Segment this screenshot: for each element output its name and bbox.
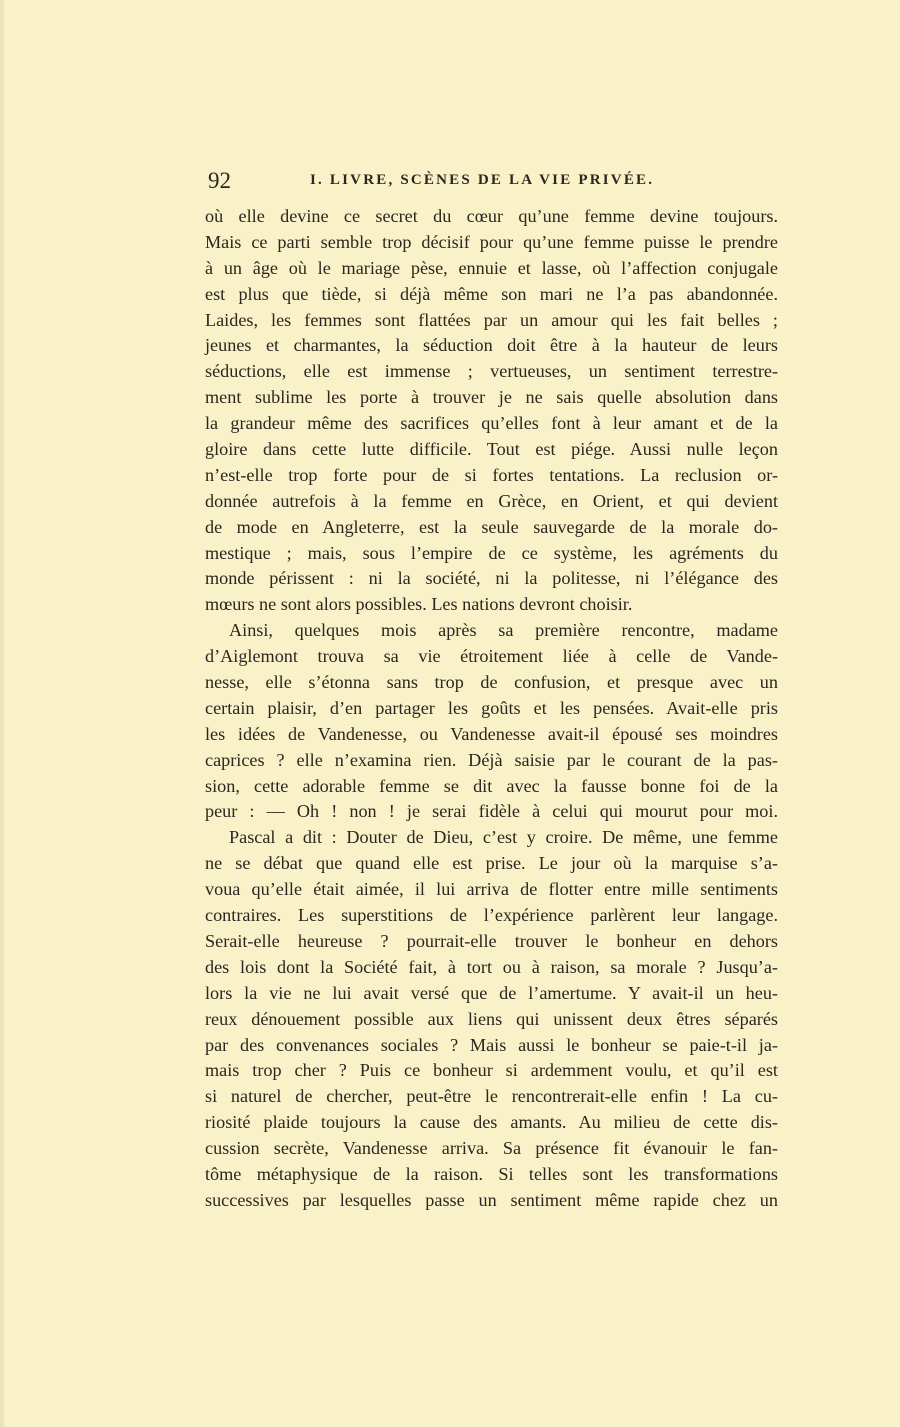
text-line: reux dénouement possible aux liens qui unissent deux êtres séparés	[205, 1008, 778, 1029]
text-line: cussion secrète, Vandenesse arriva. Sa présence fit évanouir le fan-	[205, 1138, 778, 1159]
text-line: riosité plaide toujours la cause des amants. Au milieu de cette dis-	[205, 1112, 778, 1133]
text-line: mœurs ne sont alors possibles. Les nations devront choisir.	[205, 594, 633, 615]
text-line: sion, cette adorable femme se dit avec la fausse bonne foi de la	[205, 775, 778, 796]
text-line: de mode en Angleterre, est la seule sauvegarde de la morale do-	[205, 516, 778, 537]
text-line: lors la vie ne lui avait versé que de l’amertume. Y avait-il un heu-	[205, 982, 778, 1003]
text-line: la grandeur même des sacrifices qu’elles font à leur amant et de la	[205, 413, 778, 434]
text-line: contraires. Les superstitions de l’expérience parlèrent leur langage.	[205, 905, 778, 926]
text-line: Serait-elle heureuse ? pourrait-elle trouver le bonheur en dehors	[205, 930, 778, 951]
text-line: monde périssent : ni la société, ni la politesse, ni l’élégance des	[205, 568, 778, 589]
text-line: voua qu’elle était aimée, il lui arriva de flotter entre mille sentiments	[205, 879, 778, 900]
text-line: par des convenances sociales ? Mais aussi le bonheur se paie-t-il ja-	[205, 1034, 778, 1055]
text-line: gloire dans cette lutte difficile. Tout est piége. Aussi nulle leçon	[205, 439, 778, 460]
text-line: à un âge où le mariage pèse, ennuie et lasse, où l’affection conjugale	[205, 257, 778, 278]
text-line: ment sublime les porte à trouver je ne sais quelle absolution dans	[205, 387, 778, 408]
body-text	[205, 204, 778, 1214]
running-head: I. LIVRE, SCÈNES DE LA VIE PRIVÉE.	[310, 172, 655, 188]
text-line: où elle devine ce secret du cœur qu’une femme devine toujours.	[205, 206, 778, 226]
page-header	[205, 168, 778, 196]
text-line: peur : — Oh ! non ! je serai fidèle à celui qui mourut pour moi.	[205, 801, 778, 822]
text-line: Mais ce parti semble trop décisif pour qu’une femme puisse le prendre	[205, 231, 778, 252]
text-line: certain plaisir, d’en partager les goûts et les pensées. Avait-elle pris	[205, 697, 778, 718]
text-line: Ainsi, quelques mois après sa première rencontre, madame	[229, 620, 778, 641]
text-line: donnée autrefois à la femme en Grèce, en Orient, et qui devient	[205, 490, 778, 511]
text-line: jeunes et charmantes, la séduction doit être à la hauteur de leurs	[205, 335, 778, 356]
text-line: mais trop cher ? Puis ce bonheur si ardemment voulu, et qu’il est	[205, 1060, 778, 1081]
text-line: est plus que tiède, si déjà même son mari ne l’a pas abandonnée.	[205, 283, 778, 304]
text-line: nesse, elle s’étonna sans trop de confusion, et presque avec un	[205, 672, 778, 693]
page-edge	[0, 0, 4, 1427]
text-line: tôme métaphysique de la raison. Si telles sont les transformations	[205, 1163, 778, 1184]
text-line: caprices ? elle n’examina rien. Déjà saisie par le courant de la pas-	[205, 749, 778, 770]
text-line: si naturel de chercher, peut-être le rencontrerait-elle enfin ! La cu-	[205, 1086, 778, 1107]
text-line: des lois dont la Société fait, à tort ou à raison, sa morale ? Jusqu’a-	[205, 956, 778, 977]
text-line: séductions, elle est immense ; vertueuses, un sentiment terrestre-	[205, 361, 778, 382]
text-line: les idées de Vandenesse, ou Vandenesse avait-il épousé ses moindres	[205, 723, 778, 744]
text-line: mestique ; mais, sous l’empire de ce système, les agréments du	[205, 542, 778, 563]
text-line: Laides, les femmes sont flattées par un amour qui les fait belles ;	[205, 309, 778, 330]
text-line: n’est-elle trop forte pour de si fortes tentations. La reclusion or-	[205, 464, 778, 485]
text-line: ne se débat que quand elle est prise. Le jour où la marquise s’a-	[205, 853, 778, 874]
page-number: 92	[208, 168, 231, 193]
text-line: Pascal a dit : Douter de Dieu, c’est y croire. De même, une femme	[229, 827, 778, 848]
text-line: successives par lesquelles passe un sentiment même rapide chez un	[205, 1189, 778, 1210]
text-line: d’Aiglemont trouva sa vie étroitement liée à celle de Vande-	[205, 646, 778, 667]
